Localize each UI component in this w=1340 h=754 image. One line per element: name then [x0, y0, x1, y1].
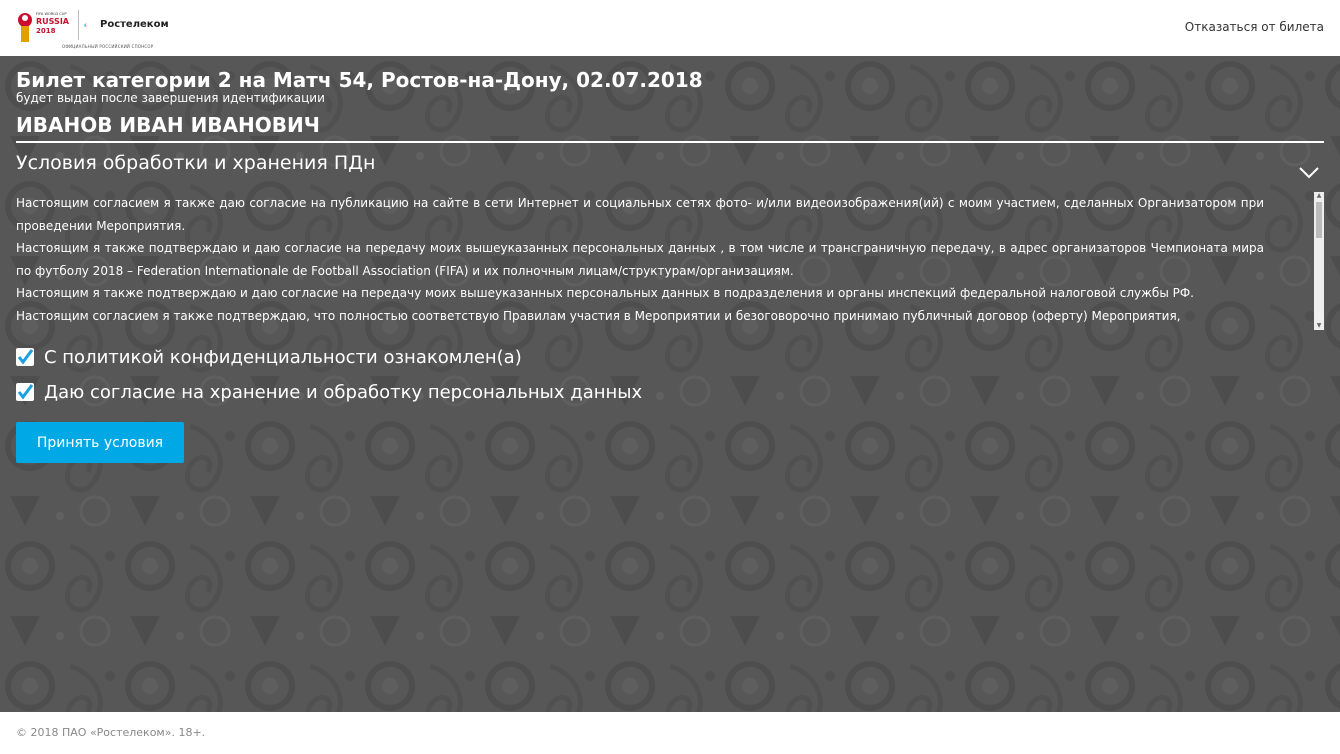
checkmark-icon: [16, 348, 34, 366]
privacy-policy-label[interactable]: С политикой конфиденциальности ознакомлен(а): [44, 346, 522, 368]
decline-ticket-link[interactable]: Отказаться от билета: [1184, 20, 1324, 34]
data-processing-checkbox[interactable]: [16, 383, 34, 401]
sponsor-note: ОФИЦИАЛЬНЫЙ РОССИЙСКИЙ СПОНСОР: [62, 44, 154, 49]
ticket-title: Билет категории 2 на Матч 54, Ростов-на-Дону, 02.07.2018: [16, 68, 703, 92]
top-bar: [0, 0, 1340, 56]
logo-divider: [78, 10, 79, 40]
consent-scrollbar[interactable]: [1314, 192, 1324, 330]
data-processing-label[interactable]: Даю согласие на хранение и обработку персональных данных: [44, 381, 643, 403]
consent-paragraph: Настоящим согласием я также подтверждаю, что полностью соответствую Правилам участия в Мероприятии и безоговорочно принимаю публичный договор (оферту) Мероприятия,: [16, 308, 1181, 323]
main-panel: [0, 56, 1340, 712]
checkmark-icon: [16, 383, 34, 401]
accept-terms-button[interactable]: Принять условия: [16, 422, 184, 463]
privacy-policy-checkbox-row[interactable]: [16, 345, 522, 369]
consent-paragraph: Настоящим согласием я также даю согласие на публикацию на сайте в сети Интернет и социальных сетях фото- и/или видеоизображения(ий) с моим участием, сделанных Организатором при проведении Мероприятия.: [16, 196, 1264, 233]
logo-russia-text: RUSSIA: [36, 17, 69, 26]
scroll-up-arrow-icon[interactable]: ▲: [1316, 192, 1322, 199]
logo-fifa-text: FIFA WORLD CUP: [36, 12, 67, 16]
copyright-text: © 2018 ПАО «Ростелеком». 18+.: [16, 726, 206, 739]
scroll-down-arrow-icon[interactable]: ▼: [1316, 322, 1322, 329]
ticket-subtitle: будет выдан после завершения идентификации: [16, 91, 325, 105]
header-divider: [16, 141, 1324, 143]
data-processing-checkbox-row[interactable]: [16, 380, 642, 404]
consent-section-title: Условия обработки и хранения ПДн: [16, 152, 376, 174]
world-cup-2018-logo[interactable]: [16, 6, 74, 48]
chevron-down-icon[interactable]: [1298, 166, 1320, 180]
rostelecom-logo-text: Ростелеком: [100, 19, 169, 30]
footer: [0, 712, 1340, 754]
rostelecom-logo-mark[interactable]: [84, 14, 100, 36]
consent-paragraph: Настоящим я также подтверждаю и даю согласие на передачу моих вышеуказанных персональных данных , в том числе и трансграничную передачу, в адрес организаторов Чемпионата мира по футболу 2018 – Federation Internationale de Football Association (FIFA) и их полночным лицам/структурам/организациям.: [16, 241, 1264, 278]
scroll-thumb[interactable]: [1316, 202, 1322, 238]
consent-text-box[interactable]: [16, 192, 1264, 328]
holder-name: ИВАНОВ ИВАН ИВАНОВИЧ: [16, 113, 320, 137]
consent-paragraph: Настоящим я также подтверждаю и даю согласие на передачу моих вышеуказанных персональных данных в подразделения и органы инспекций федеральной налоговой службы РФ.: [16, 286, 1194, 300]
logo-year-text: 2018: [36, 27, 56, 35]
privacy-policy-checkbox[interactable]: [16, 348, 34, 366]
